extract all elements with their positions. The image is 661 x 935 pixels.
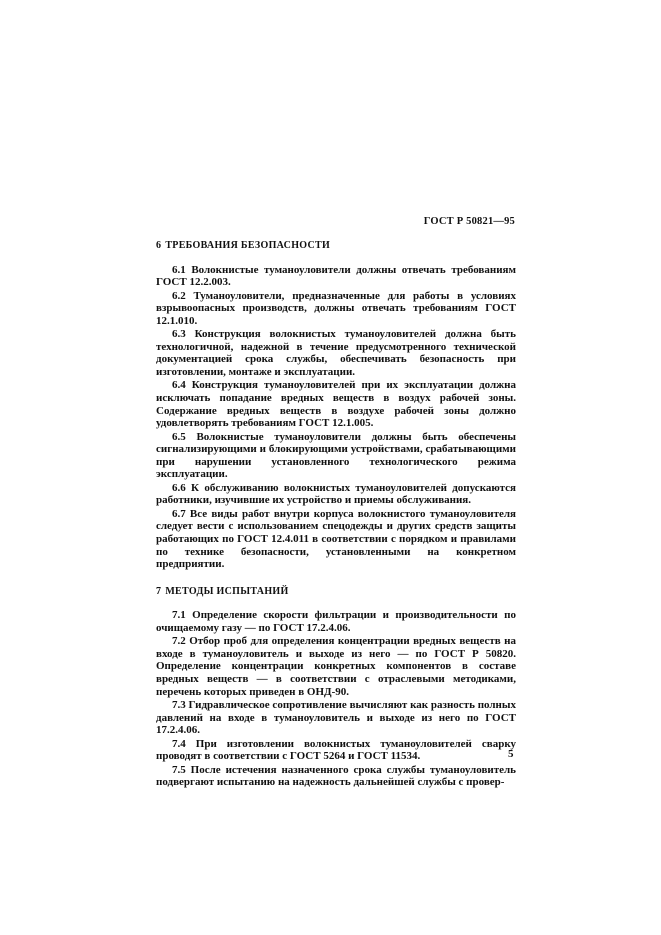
paragraph-7-1: 7.1 Определение скорости фильтрации и производительности по очищаемому газу — по ГОСТ 17.2.4.06. [156,609,516,634]
paragraph-7-3: 7.3 Гидравлическое сопротивление вычисляют как разность полных давлений на входе в туманоуловитель и выходе из него по ГОСТ 17.2.4.06. [156,699,516,737]
document-body [156,236,516,790]
paragraph-6-7: 6.7 Все виды работ внутри корпуса волокнистого туманоуловителя следует вести с использованием спецодежды и других средств защиты работающих по ГОСТ 12.4.011 в соответствии с порядком и правилами по технике безопасности, установленными на конкретном предприятии. [156,507,516,571]
paragraph-7-5: 7.5 После истечения назначенного срока службы туманоуловитель подвергают испытанию на надежность дальнейшей службы с провер- [156,763,516,789]
paragraph-7-2: 7.2 Отбор проб для определения концентрации вредных веществ на входе в туманоуловитель и выходе из него — по ГОСТ Р 50820. Определение концентрации конкретных компонентов в составе вредных веществ — в соответствии с отраслевыми методиками, перечень которых приведен в ОНД-90. [156,635,516,698]
section-number: 6 [156,240,162,251]
section-title: ТРЕБОВАНИЯ БЕЗОПАСНОСТИ [165,240,331,251]
paragraph-6-1: 6.1 Волокнистые туманоуловители должны отвечать требованиям ГОСТ 12.2.003. [156,263,516,289]
section-spacer [156,572,516,582]
page-number: 5 [508,748,514,760]
section-title: МЕТОДЫ ИСПЫТАНИЙ [165,585,289,597]
paragraph-6-3: 6.3 Конструкция волокнистых туманоуловителей должна быть технологичной, надежной в течение предусмотренного технической документацией срока службы, обеспечивать безопасность при изготовлении, монтаже и эксплуатации. [156,328,516,378]
paragraph-6-4: 6.4 Конструкция туманоуловителей при их эксплуатации должна исключать попадание вредных веществ в воздух рабочей зоны. Содержание вредных веществ в воздухе рабочей зоны должно удовлетворять требованиям ГОСТ 12.1.005. [156,379,516,430]
paragraph-7-4: 7.4 При изготовлении волокнистых туманоуловителей сварку проводят в соответствии с ГОСТ 5264 и ГОСТ 11534. [156,737,516,763]
paragraph-6-5: 6.5 Волокнистые туманоуловители должны быть обеспечены сигнализирующими и блокирующими устройствами, срабатывающими при нарушении установленного технологического режима эксплуатации. [156,430,516,481]
section-number: 7 [156,585,162,597]
paragraph-6-2: 6.2 Туманоуловители, предназначенные для работы в условиях взрывоопасных производств, должны отвечать требованиям ГОСТ 12.1.010. [156,289,516,327]
document-code-header: ГОСТ Р 50821—95 [423,216,515,227]
section-heading [156,240,516,253]
paragraph-6-6: 6.6 К обслуживанию волокнистых туманоуловителей допускаются работники, изучившие их устройство и приемы обслуживания. [156,481,516,507]
section-heading [156,586,516,599]
